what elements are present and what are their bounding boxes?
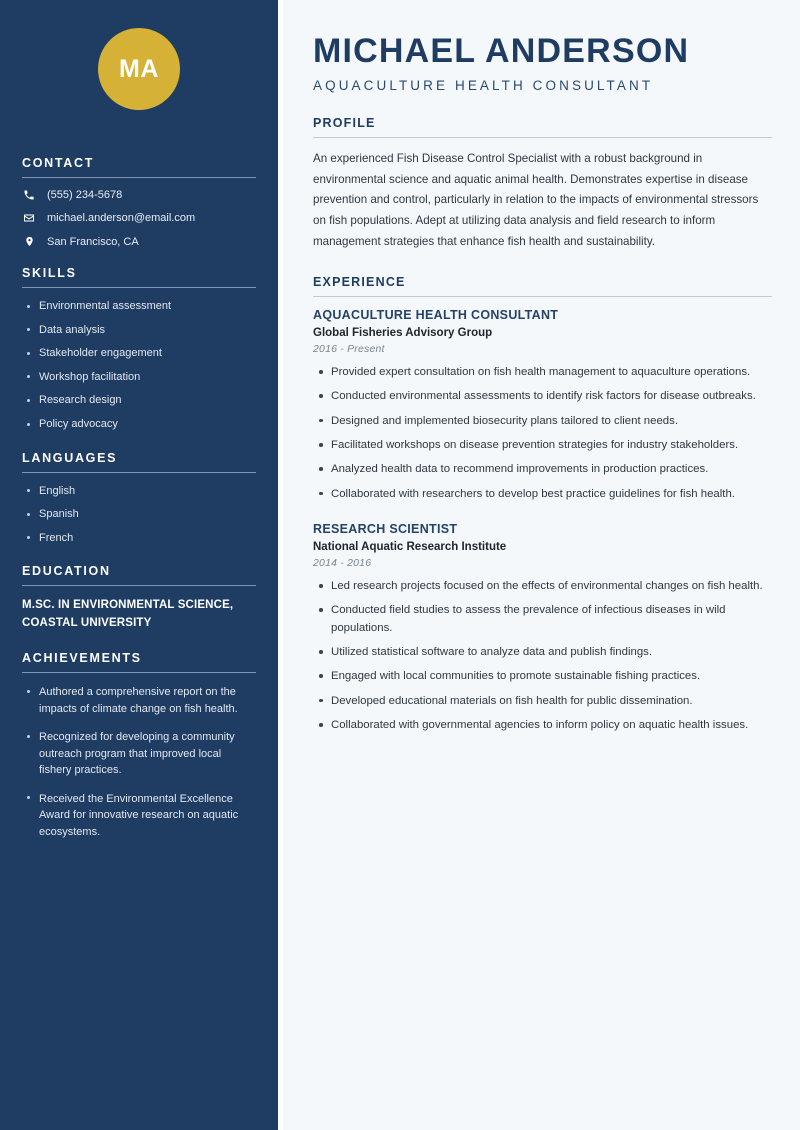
languages-heading: LANGUAGES xyxy=(22,450,118,465)
list-item: Conducted environmental assessments to identify risk factors for disease outbreaks. xyxy=(313,388,772,405)
list-item: Facilitated workshops on disease prevention strategies for industry stakeholders. xyxy=(313,437,772,454)
list-item: Recognized for developing a community outreach program that improved local fishery practices. xyxy=(22,729,256,779)
profile-section xyxy=(313,116,772,252)
contact-item-phone[interactable] xyxy=(22,189,256,201)
list-item: Provided expert consultation on fish health management to aquaculture operations. xyxy=(313,364,772,381)
phone-icon xyxy=(22,189,36,201)
skills-list xyxy=(22,299,256,433)
experience-divider xyxy=(313,296,772,297)
main-content xyxy=(283,0,800,1130)
skills-heading: SKILLS xyxy=(22,266,77,280)
list-item: Engaged with local communities to promote sustainable fishing practices. xyxy=(313,668,772,685)
profile-divider xyxy=(313,137,772,138)
languages-list xyxy=(22,484,256,547)
achievements-list xyxy=(22,684,256,840)
education-section xyxy=(22,564,256,633)
avatar: MA xyxy=(98,28,180,110)
contact-item-email[interactable] xyxy=(22,212,256,224)
list-item: French xyxy=(22,531,256,547)
job-dates: 2014 - 2016 xyxy=(313,557,372,570)
education-entry: M.SC. IN ENVIRONMENTAL SCIENCE, COASTAL UNIVERSITY xyxy=(22,599,234,630)
profile-heading: PROFILE xyxy=(313,116,376,131)
education-divider xyxy=(22,585,256,586)
achievements-divider xyxy=(22,672,256,673)
job-bullet-list xyxy=(313,364,772,503)
contact-section xyxy=(22,156,256,248)
list-item: Led research projects focused on the effects of environmental changes on fish health. xyxy=(313,578,772,595)
list-item: Authored a comprehensive report on the impacts of climate change on fish health. xyxy=(22,684,256,717)
profile-text: An experienced Fish Disease Control Specialist with a robust background in environmental science and aquatic animal health. Demonstrates expertise in disease prevention and control, particularly in relation to the impacts of environmental stressors on fish populations. Adept at utilizing data analysis and field research to inform management strategies that enhance fish health and sustainability. xyxy=(313,152,759,248)
languages-divider xyxy=(22,472,256,473)
list-item: Developed educational materials on fish health for public dissemination. xyxy=(313,693,772,710)
page-title: MICHAEL ANDERSON xyxy=(313,32,690,70)
list-item: Spanish xyxy=(22,507,256,523)
list-item: Environmental assessment xyxy=(22,299,256,315)
contact-divider xyxy=(22,177,256,178)
experience-heading: EXPERIENCE xyxy=(313,275,406,290)
list-item: Workshop facilitation xyxy=(22,370,256,386)
list-item: Designed and implemented biosecurity plans tailored to client needs. xyxy=(313,413,772,430)
job-organization: National Aquatic Research Institute xyxy=(313,541,507,554)
list-item: Data analysis xyxy=(22,323,256,339)
education-heading: EDUCATION xyxy=(22,564,111,579)
experience-entry xyxy=(313,308,772,503)
job-role-subtitle: AQUACULTURE HEALTH CONSULTANT xyxy=(313,78,654,94)
contact-phone-value: (555) 234-5678 xyxy=(47,189,123,201)
contact-location-value: San Francisco, CA xyxy=(47,235,139,248)
list-item: Research design xyxy=(22,393,256,409)
list-item: Utilized statistical software to analyze data and publish findings. xyxy=(313,644,772,661)
languages-section xyxy=(22,451,256,547)
list-item: Collaborated with researchers to develop best practice guidelines for fish health. xyxy=(313,486,772,503)
list-item: Stakeholder engagement xyxy=(22,346,256,362)
achievements-heading: ACHIEVEMENTS xyxy=(22,651,142,666)
contact-heading: CONTACT xyxy=(22,156,95,170)
list-item: Policy advocacy xyxy=(22,417,256,433)
skills-divider xyxy=(22,287,256,288)
job-bullet-list xyxy=(313,578,772,734)
sidebar xyxy=(0,0,278,1130)
list-item: Received the Environmental Excellence Award for innovative research on aquatic ecosystems. xyxy=(22,791,256,841)
experience-entry xyxy=(313,522,772,734)
avatar-wrap xyxy=(22,0,256,128)
skills-section xyxy=(22,266,256,433)
experience-section xyxy=(313,275,772,734)
map-pin-icon xyxy=(22,235,36,248)
achievements-section xyxy=(22,651,256,840)
contact-item-location[interactable] xyxy=(22,235,256,248)
job-dates: 2016 - Present xyxy=(313,343,385,356)
list-item: Analyzed health data to recommend improvements in production practices. xyxy=(313,461,772,478)
contact-email-value: michael.anderson@email.com xyxy=(47,212,196,224)
list-item: Conducted field studies to assess the prevalence of infectious diseases in wild populations. xyxy=(313,602,772,637)
job-title: RESEARCH SCIENTIST xyxy=(313,522,458,537)
envelope-icon xyxy=(22,212,36,224)
job-organization: Global Fisheries Advisory Group xyxy=(313,327,493,340)
list-item: Collaborated with governmental agencies to inform policy on aquatic health issues. xyxy=(313,717,772,734)
job-title: AQUACULTURE HEALTH CONSULTANT xyxy=(313,308,559,323)
list-item: English xyxy=(22,484,256,500)
